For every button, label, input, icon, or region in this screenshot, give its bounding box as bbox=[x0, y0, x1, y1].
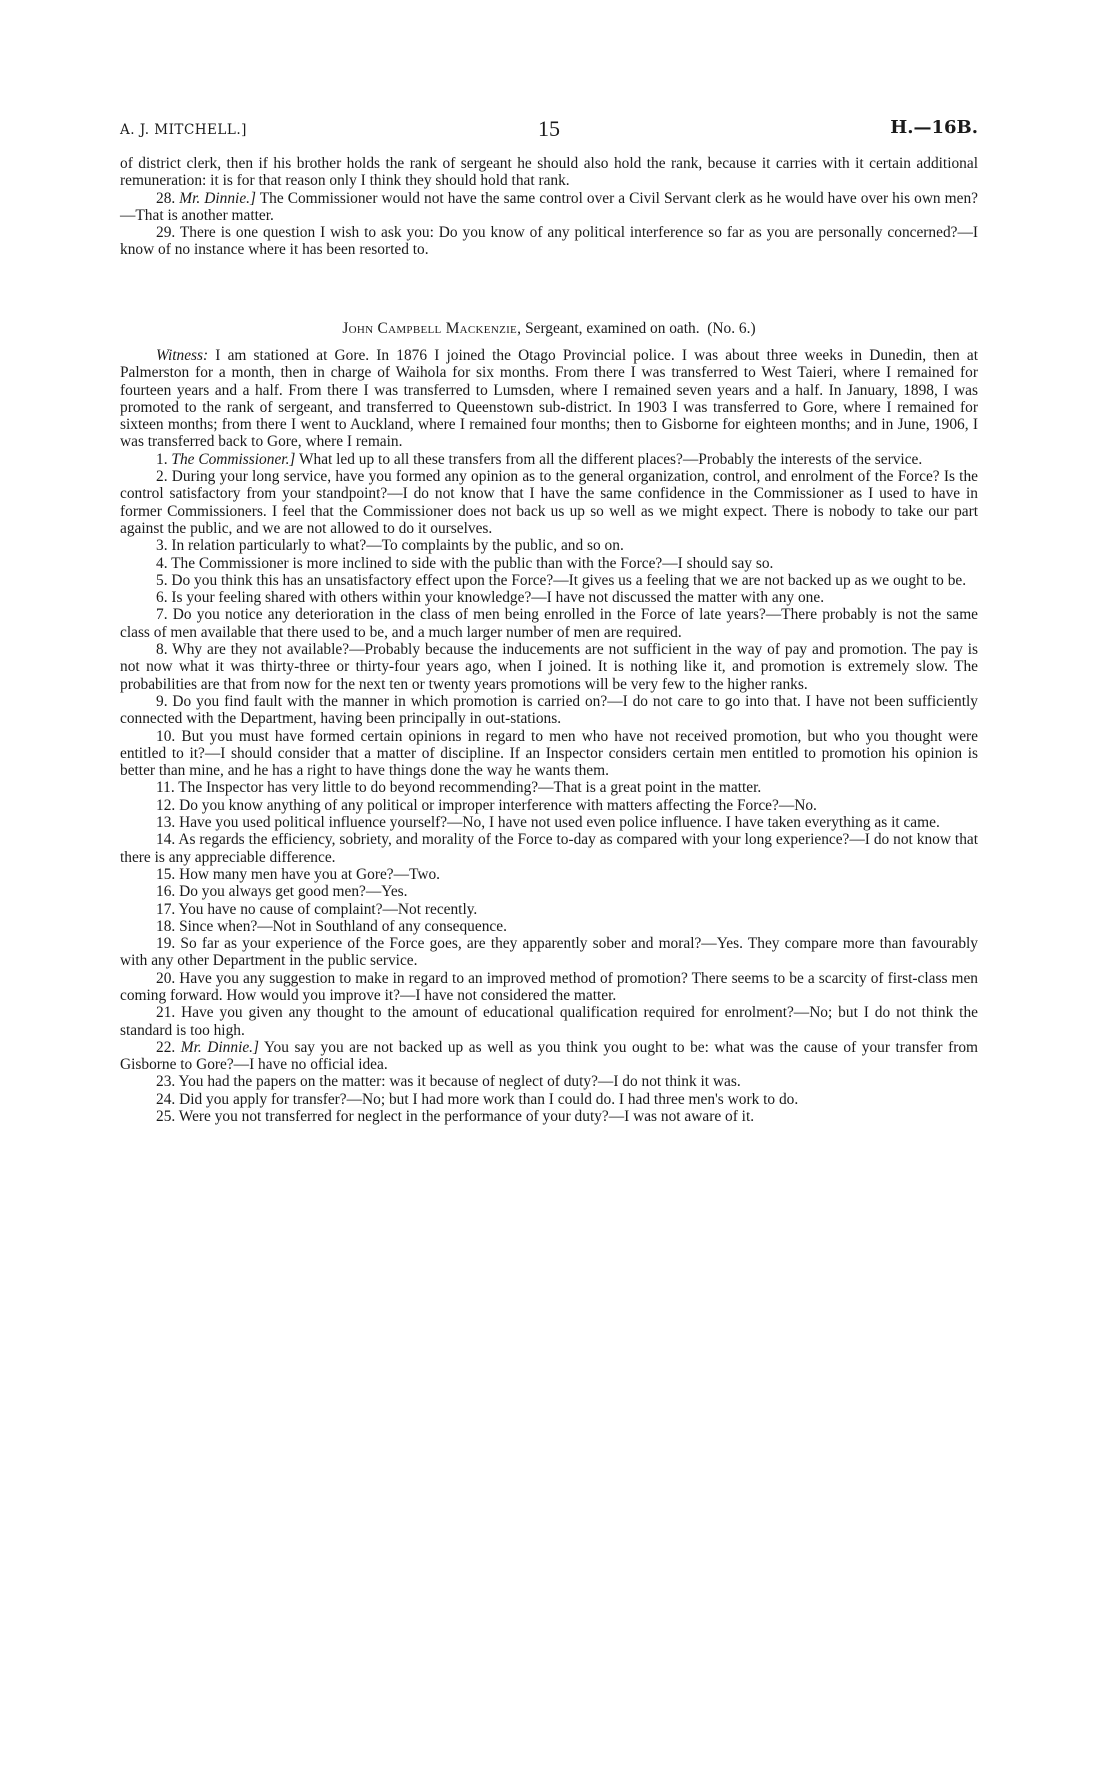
question-25: 25. Were you not transferred for neglect in the performance of your duty?—I was not aware of it. bbox=[156, 1108, 755, 1126]
header-paper-reference: H.—16B. bbox=[890, 117, 978, 138]
page-header bbox=[120, 118, 978, 148]
question-text: The Commissioner would not have the same control over a Civil Servant clerk as he would have over his own men?—That is another matter. bbox=[120, 189, 978, 224]
header-witness-name: A. J. MITCHELL.] bbox=[120, 122, 247, 138]
question-15: 15. How many men have you at Gore?—Two. bbox=[156, 865, 441, 883]
question-28 bbox=[120, 190, 978, 225]
witness-statement bbox=[120, 347, 978, 451]
question-text: You say you are not backed up as well as you think you ought to be: what was the cause of your transfer from Gisborne to Gore?—I have no official idea. bbox=[120, 1038, 978, 1074]
question-number: 28. bbox=[156, 189, 176, 207]
question-6: 6. Is your feeling shared with others within your knowledge?—I have not discussed the matter with any one. bbox=[156, 589, 825, 607]
witness-number: (No. 6.) bbox=[707, 320, 756, 337]
question-11: 11. The Inspector has very little to do beyond recommending?—That is a great point in the matter. bbox=[156, 779, 762, 797]
question-21: 21. Have you given any thought to the amount of educational qualification required for enrolment?—No; but I do not think the standard is too high. bbox=[120, 1004, 978, 1039]
question-text: What led up to all these transfers from all the different places?—Probably the interests of the service. bbox=[295, 450, 923, 468]
witness-name: John Campbell Mackenzie, bbox=[342, 320, 522, 337]
question-12: 12. Do you know anything of any political or improper interference with matters affecting the Force?—No. bbox=[156, 796, 817, 814]
witness-label: Witness: bbox=[156, 347, 209, 364]
question-2: 2. During your long service, have you formed any opinion as to the general organization, control, and enrolment of the Force? Is the control satisfactory from your standpoint?—I do not know that I have the same confidence in the Commissioner as I used to have in former Commissioners. I feel that the Commissioner does not back us up so well as we might expect. There is nobody to take our part against the public, and we are not allowed to do it ourselves. bbox=[120, 468, 978, 537]
question-9: 9. Do you find fault with the manner in which promotion is carried on?—I do not care to go into that. I have not been sufficiently connected with the Department, having been principally in out-stations. bbox=[120, 692, 978, 728]
question-number: 1. bbox=[156, 450, 168, 468]
question-1 bbox=[120, 451, 978, 468]
question-4: 4. The Commissioner is more inclined to side with the public than with the Force?—I should say so. bbox=[156, 554, 774, 572]
question-3: 3. In relation particularly to what?—To complaints by the public, and so on. bbox=[156, 537, 624, 555]
testimony-section bbox=[120, 347, 978, 1125]
question-24: 24. Did you apply for transfer?—No; but I had more work than I could do. I had three men's work to do. bbox=[156, 1090, 799, 1108]
speaker-label: Mr. Dinnie.] bbox=[179, 189, 256, 207]
question-22 bbox=[120, 1039, 978, 1074]
question-number: 22. bbox=[156, 1038, 176, 1056]
question-10: 10. But you must have formed certain opinions in regard to men who have not received promotion, but who you thought were entitled to it?—I should consider that a matter of discipline. If an Inspector considers certain men entitled to promotion his opinion is better than mine, and he has a right to have things done the way he wants them. bbox=[120, 727, 978, 780]
question-29: 29. There is one question I wish to ask you: Do you know of any political interference so far as you are personally concerned?—I know of no instance where it has been resorted to. bbox=[120, 224, 978, 259]
question-16: 16. Do you always get good men?—Yes. bbox=[156, 883, 408, 901]
witness-heading bbox=[120, 320, 978, 338]
question-18: 18. Since when?—Not in Southland of any consequence. bbox=[156, 917, 507, 935]
witness-description: Sergeant, examined on oath. bbox=[521, 320, 700, 337]
question-17: 17. You have no cause of complaint?—Not recently. bbox=[156, 900, 478, 918]
question-20: 20. Have you any suggestion to make in regard to an improved method of promotion? There seems to be a scarcity of first-class men coming forward. How would you improve it?—I have not considered the matter. bbox=[120, 969, 978, 1004]
previous-testimony-section bbox=[120, 155, 978, 259]
page-number: 15 bbox=[538, 116, 560, 141]
speaker-label: Mr. Dinnie.] bbox=[180, 1038, 260, 1056]
continuation-paragraph: of district clerk, then if his brother holds the rank of sergeant he should also hold the rank, because it carries with it certain additional remuneration: it is for that reason only I think they should hold that rank. bbox=[120, 155, 978, 190]
question-8: 8. Why are they not available?—Probably because the inducements are not sufficient in the way of pay and promotion. The pay is not now what it was thirty-three or thirty-four years ago, when I joined. It is nothing like it, and promotion is extremely slow. The probabilities are that from now for the next ten or twenty years promotions will be very few to the higher ranks. bbox=[120, 641, 978, 693]
question-14: 14. As regards the efficiency, sobriety, and morality of the Force to-day as compared with your long experience?—I do not know that there is any appreciable difference. bbox=[120, 831, 978, 866]
statement-text: I am stationed at Gore. In 1876 I joined the Otago Provincial police. I was about three weeks in Dunedin, then at Palmerston for a month, then in charge of Waihola for six months. From there I was transferred to West Taieri, where I remained for fourteen years and a half. From there I was transferred to Lumsden, where I remained seven years and a half. In January, 1898, I was promoted to the rank of sergeant, and transferred to Queenstown sub-district. In 1903 I was transferred to Gore, where I remained for sixteen months; from there I went to Auckland, where I remained four months; then to Gisborne for eighteen months; and in June, 1906, I was transferred back to Gore, where I remain. bbox=[120, 347, 978, 451]
question-19: 19. So far as your experience of the Force goes, are they apparently sober and moral?—Yes. They compare more than favourably with any other Department in the public service. bbox=[120, 935, 978, 970]
question-23: 23. You had the papers on the matter: was it because of neglect of duty?—I do not think it was. bbox=[156, 1073, 741, 1091]
question-5: 5. Do you think this has an unsatisfactory effect upon the Force?—It gives us a feeling that we are not backed up as we ought to be. bbox=[156, 571, 967, 589]
speaker-label: The Commissioner.] bbox=[171, 450, 296, 468]
question-7: 7. Do you notice any deterioration in the class of men being enrolled in the Force of late years?—There probably is not the same class of men available that there used to be, and a much larger number of men are required. bbox=[120, 606, 978, 641]
question-13: 13. Have you used political influence yourself?—No, I have not used even police influence. I have taken everything as it came. bbox=[156, 814, 940, 832]
